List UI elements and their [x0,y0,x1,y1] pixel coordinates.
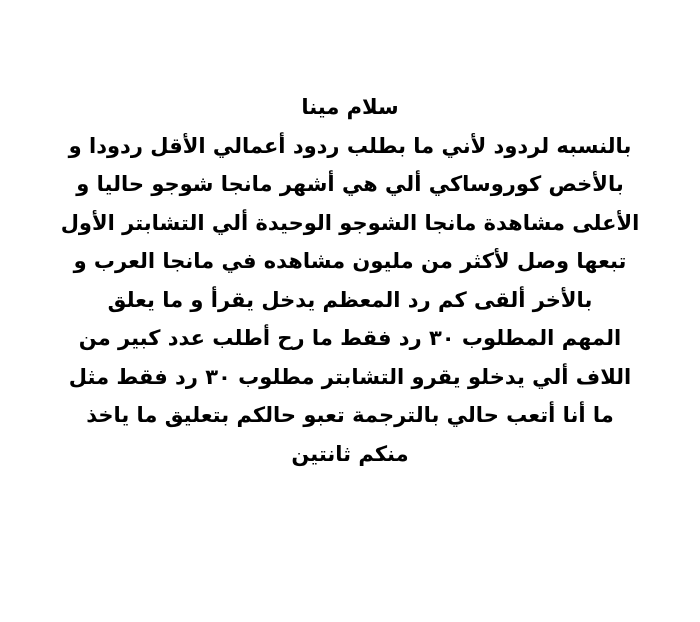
text-line: الأعلى مشاهدة مانجا الشوجو الوحيدة ألي التشابتر الأول [60,210,640,235]
text-line: المهم المطلوب ٣٠ رد فقط ما رح أطلب عدد كبير من [78,326,622,350]
text-line: ما أنا أتعب حالي بالترجمة تعبو حالكم بتعليق ما ياخذ [86,403,614,427]
text-line: بالنسبه لردود لأني ما بطلب ردود أعمالي الأقل ردودا و [68,133,632,158]
message-body [0,88,700,473]
text-line: بالأخر ألقى كم رد المعظم يدخل يقرأ و ما يعلق [107,287,593,312]
greeting-line: سلام مينا [301,95,399,119]
closing-line: منكم ثانتين [291,441,409,466]
text-line: تبعها وصل لأكثر من مليون مشاهده في مانجا العرب و [73,249,627,273]
text-line: بالأخص كوروساكي ألي هي أشهر مانجا شوجو حاليا و [76,172,624,196]
text-line: اللاف ألي يدخلو يقرو التشابتر مطلوب ٣٠ رد فقط مثل [68,364,632,389]
